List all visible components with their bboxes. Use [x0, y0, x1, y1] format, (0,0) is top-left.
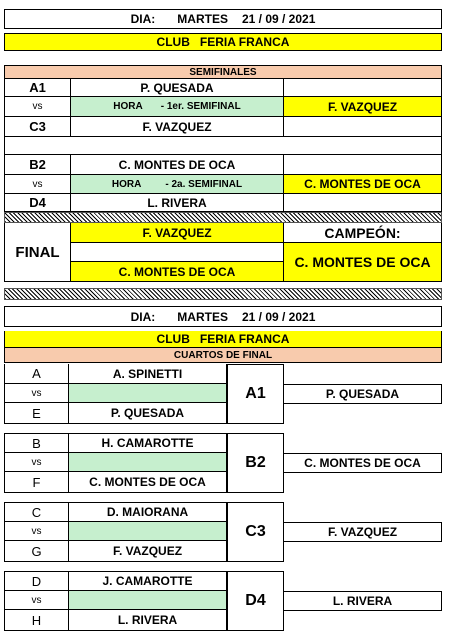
q1-team-a: A. SPINETTI — [68, 364, 227, 384]
q3-slot: C3 — [227, 502, 284, 562]
section-hatch-divider — [4, 288, 442, 300]
top-date-row — [4, 9, 442, 29]
semi1-seed-a: A1 — [4, 79, 70, 97]
semi1-team-a: P. QUESADA — [70, 79, 284, 97]
champion-label: CAMPEÓN: — [284, 223, 442, 243]
q3-time-cell[interactable] — [68, 522, 227, 541]
semi-hatch-divider — [4, 212, 442, 223]
q1-team-b: P. QUESADA — [68, 403, 227, 424]
top-date: 21 / 09 / 2021 — [241, 12, 316, 26]
top-club-banner — [4, 33, 442, 51]
q1-slot: A1 — [227, 364, 284, 424]
quarters-title: CUARTOS DE FINAL — [4, 348, 442, 363]
bottom-date: 21 / 09 / 2021 — [241, 309, 316, 324]
q4-slot: D4 — [227, 571, 284, 631]
q2-team-b: C. MONTES DE OCA — [68, 472, 227, 493]
semi1-time-cell[interactable] — [70, 97, 284, 117]
q2-time-cell[interactable] — [68, 453, 227, 472]
q2-slot: B2 — [227, 433, 284, 493]
champion-name: C. MONTES DE OCA — [284, 243, 442, 282]
q1-vs: vs — [4, 384, 68, 403]
semi2-empty-a — [284, 155, 442, 175]
q3-team-a: D. MAIORANA — [68, 502, 227, 522]
q2-seed-a: B — [4, 433, 68, 453]
q4-team-a: J. CAMAROTTE — [68, 571, 227, 591]
semi2-team-b: L. RIVERA — [70, 194, 284, 212]
top-day-label: DIA: — [130, 12, 156, 26]
semi2-time-cell[interactable] — [70, 175, 284, 194]
q2-winner: C. MONTES DE OCA — [284, 453, 442, 473]
bottom-club-name: CLUB FERIA FRANCA — [156, 332, 290, 346]
semi2-winner: C. MONTES DE OCA — [284, 175, 442, 194]
semi1-empty-b — [284, 117, 442, 137]
semi2-vs: vs — [4, 175, 70, 194]
semi2-desc: - 2a. SEMIFINAL — [165, 178, 243, 190]
q3-winner: F. VAZQUEZ — [284, 522, 442, 542]
semi1-winner: F. VAZQUEZ — [284, 97, 442, 117]
semi-spacer — [4, 137, 442, 155]
bottom-club-banner — [4, 331, 442, 348]
final-spacer — [70, 243, 284, 262]
q4-winner: L. RIVERA — [284, 591, 442, 611]
q4-time-cell[interactable] — [68, 591, 227, 610]
semi1-hora: HORA — [113, 101, 143, 112]
final-label: FINAL — [4, 223, 70, 282]
q3-team-b: F. VAZQUEZ — [68, 541, 227, 562]
q4-team-b: L. RIVERA — [68, 610, 227, 631]
top-club-name: CLUB FERIA FRANCA — [156, 35, 290, 49]
semi2-seed-b: D4 — [4, 194, 70, 212]
q4-seed-b: H — [4, 610, 68, 631]
bottom-day-label: DIA: — [130, 309, 156, 324]
q1-seed-b: E — [4, 403, 68, 424]
q2-team-a: H. CAMAROTTE — [68, 433, 227, 453]
final-team-a: F. VAZQUEZ — [70, 223, 284, 243]
semi1-team-b: F. VAZQUEZ — [70, 117, 284, 137]
q2-seed-b: F — [4, 472, 68, 493]
q3-seed-b: G — [4, 541, 68, 562]
q3-seed-a: C — [4, 502, 68, 522]
semi2-hora: HORA — [111, 178, 142, 190]
semi2-seed-a: B2 — [4, 155, 70, 175]
q1-seed-a: A — [4, 364, 68, 384]
bottom-weekday: MARTES — [177, 309, 228, 324]
semis-title: SEMIFINALES — [4, 65, 442, 79]
semi1-desc: - 1er. SEMIFINAL — [160, 101, 241, 112]
semi2-empty-b — [284, 194, 442, 212]
q1-time-cell[interactable] — [68, 384, 227, 403]
top-weekday: MARTES — [177, 12, 228, 26]
semi1-seed-b: C3 — [4, 117, 70, 137]
q2-vs: vs — [4, 453, 68, 472]
semi1-empty-a — [284, 79, 442, 97]
semi2-team-a: C. MONTES DE OCA — [70, 155, 284, 175]
bottom-date-row — [4, 306, 442, 327]
semi1-vs: vs — [4, 97, 70, 117]
q4-seed-a: D — [4, 571, 68, 591]
q1-winner: P. QUESADA — [284, 384, 442, 404]
q3-vs: vs — [4, 522, 68, 541]
final-team-b: C. MONTES DE OCA — [70, 262, 284, 282]
q4-vs: vs — [4, 591, 68, 610]
